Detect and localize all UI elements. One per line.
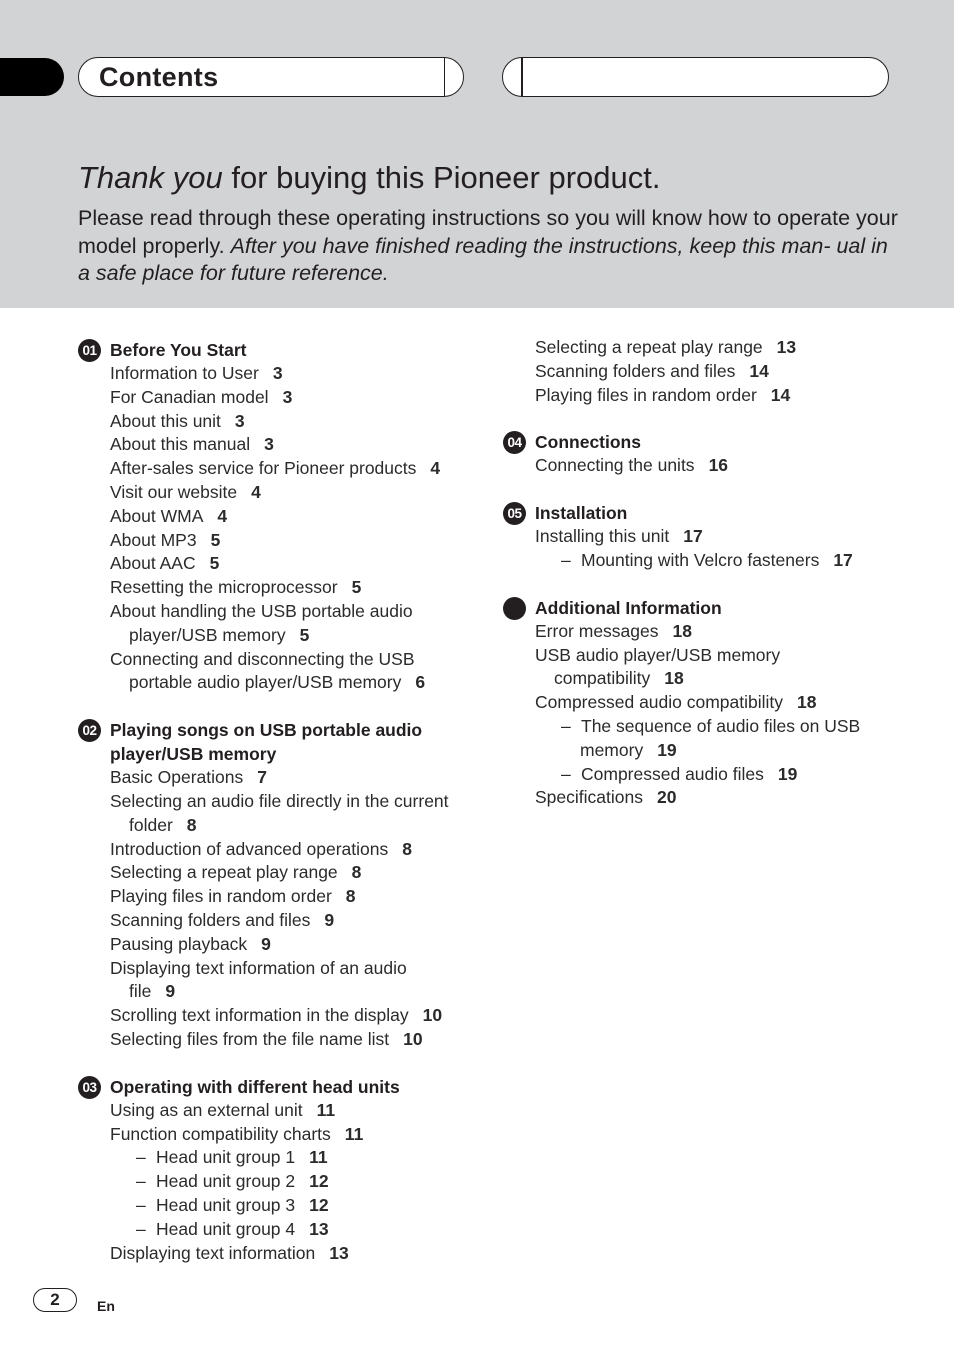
toc-entry[interactable]: About AAC 5 [110,553,220,574]
toc-subentry[interactable]: – Mounting with Velcro fasteners 17 [561,549,853,570]
toc-entry-continued[interactable]: portable audio player/USB memory 6 [129,672,426,693]
toc-right-column [503,336,903,810]
page-number: 2 [33,1288,77,1312]
page-ref: 4 [251,481,261,502]
page-ref: 14 [749,360,769,381]
page-ref: 9 [261,933,271,954]
toc-entry[interactable]: Compressed audio compatibility 18 [535,692,817,713]
page-ref: 12 [309,1194,329,1215]
page-ref: 12 [309,1171,329,1192]
toc-entry[interactable]: Pausing playback 9 [110,933,271,954]
page-ref: 5 [210,529,221,550]
page-ref: 11 [316,1099,336,1120]
toc-entry[interactable]: Introduction of advanced operations 8 [110,838,412,859]
toc-entry[interactable]: Selecting a repeat play range 13 [535,337,797,357]
toc-entry[interactable]: Displaying text information of an audio [110,957,407,978]
toc-entry[interactable]: About this manual 3 [110,434,274,455]
page-ref: 13 [329,1242,349,1263]
toc-entry[interactable]: Specifications 20 [535,787,677,808]
toc-entry[interactable]: Resetting the microprocessor 5 [110,577,362,598]
page-ref: 14 [770,384,791,405]
toc-entry[interactable]: Basic Operations 7 [110,767,267,788]
page-ref: 11 [309,1147,328,1168]
section-title: Before You Start [110,340,247,360]
page-ref: 16 [708,455,729,476]
section-number-badge: 04 [503,431,526,454]
page-ref: 19 [657,739,677,760]
section-title: Connections [535,432,641,453]
page-ref: 5 [209,553,220,574]
page-ref: 17 [833,549,853,570]
toc-subentry[interactable]: – Head unit group 2 12 [136,1171,329,1192]
headline-italic: Thank you [78,160,223,195]
toc-section-05-heading[interactable] [503,501,903,525]
blank-title-pill [502,57,889,97]
page-ref: 3 [264,434,274,455]
toc-entry[interactable]: Scanning folders and files 9 [110,909,335,930]
toc-entry[interactable]: For Canadian model 3 [110,386,293,407]
toc-entry[interactable]: Using as an external unit 11 [110,1099,336,1120]
toc-entry[interactable]: After-sales service for Pioneer products 4 [110,458,441,479]
section-number-badge: 03 [78,1076,101,1099]
page-ref: 8 [186,814,197,835]
page-ref: 5 [299,624,310,645]
headline-rest: for buying this Pioneer product. [222,160,661,195]
toc-entry[interactable]: Selecting a repeat play range 8 [110,862,362,883]
toc-subentry[interactable]: – The sequence of audio files on USB [561,715,861,736]
toc-entry[interactable]: Connecting the units 16 [535,455,729,476]
page-ref: 17 [683,526,703,547]
toc-entry[interactable]: Displaying text information 13 [110,1242,349,1263]
page-ref: 11 [344,1123,364,1144]
page-ref: 3 [272,363,283,383]
toc-section-02-heading[interactable] [78,718,478,766]
page-ref: 3 [282,386,293,407]
pill-divider [444,58,446,96]
toc-entry[interactable]: Playing files in random order 8 [110,886,356,907]
language-code: En [97,1298,115,1314]
section-title: Additional Information [535,597,722,618]
page-ref: 19 [777,763,798,784]
intro-paragraph [78,205,898,288]
toc-left-column [78,338,478,1265]
toc-entry[interactable]: About MP3 5 [110,529,221,550]
toc-subentry[interactable]: – Head unit group 4 13 [136,1218,329,1239]
toc-entry-continued[interactable]: compatibility 18 [554,668,684,689]
page-ref: 8 [351,862,362,883]
page-ref: 18 [797,692,817,713]
section-bullet-badge [503,597,526,620]
section-number-badge: 02 [78,719,101,742]
toc-entry[interactable]: Selecting an audio file directly in the current [110,790,449,811]
page-ref: 8 [345,886,356,907]
section-title-continued: player/USB memory [110,744,277,765]
section-number-badge: 01 [78,339,101,362]
intro-plain: Please read through these operating instructions so you will know how to operate your model properly. [78,206,898,258]
section-tab-marker [0,58,64,96]
toc-entry[interactable]: Selecting files from the file name list 10 [110,1028,423,1049]
toc-entry[interactable]: Visit our website 4 [110,481,261,502]
toc-entry[interactable]: About handling the USB portable audio [110,600,413,621]
page-ref: 10 [403,1028,423,1049]
page-ref: 20 [656,787,677,808]
toc-entry-continued[interactable]: player/USB memory 5 [129,624,310,645]
section-title: Playing songs on USB portable audio [110,720,423,741]
page-ref: 18 [664,668,684,689]
toc-entry-continued[interactable]: folder 8 [129,814,197,835]
page-ref: 10 [422,1005,443,1026]
toc-section-01-heading[interactable] [78,338,478,362]
contents-title-pill [78,57,464,97]
section-title: Installation [535,503,628,524]
toc-entry[interactable]: Information to User 3 [110,363,283,383]
toc-subentry-continued[interactable]: memory 19 [580,739,677,760]
page-ref: 8 [402,838,412,859]
toc-entry[interactable]: Error messages 18 [535,620,692,641]
page-ref: 9 [165,981,176,1002]
page-ref: 13 [309,1218,329,1239]
toc-entry[interactable]: About this unit 3 [110,410,245,431]
toc-section-03-heading[interactable] [78,1075,478,1099]
page-ref: 4 [430,458,441,479]
toc-entry[interactable]: About WMA 4 [110,505,228,526]
toc-entry[interactable]: USB audio player/USB memory [535,644,781,665]
toc-subentry[interactable]: – Head unit group 1 11 [136,1147,328,1168]
toc-entry[interactable]: Installing this unit 17 [535,526,703,547]
section-title: Operating with different head units [110,1076,400,1097]
page-ref: 4 [217,505,228,526]
toc-entry[interactable]: Scrolling text information in the display 10 [110,1005,443,1026]
page-ref: 3 [234,410,245,431]
page-ref: 13 [776,337,797,357]
toc-entry[interactable]: Playing files in random order 14 [535,384,791,405]
toc-entry[interactable]: Connecting and disconnecting the USB [110,648,415,669]
page-ref: 9 [324,909,335,930]
headline [78,160,660,196]
page-ref: 18 [672,620,692,641]
page-title: Contents [99,62,219,92]
toc-section-04-heading[interactable] [503,430,903,454]
toc-entry[interactable]: Scanning folders and files 14 [535,360,769,381]
page-ref: 7 [257,767,267,788]
toc-subentry[interactable]: – Head unit group 3 12 [136,1194,329,1215]
toc-entry-continued[interactable]: file 9 [129,981,176,1002]
toc-entry[interactable]: Function compatibility charts 11 [110,1123,364,1144]
section-number-badge: 05 [503,502,526,525]
toc-subentry[interactable]: – Compressed audio files 19 [561,763,798,784]
page-ref: 6 [415,672,426,693]
toc-section-additional-heading[interactable] [503,596,903,620]
pill-divider [521,58,523,96]
intro-italic: After you have finished reading the instructions, keep this man- ual in a safe place for future reference. [78,233,888,285]
page-ref: 5 [351,577,362,598]
